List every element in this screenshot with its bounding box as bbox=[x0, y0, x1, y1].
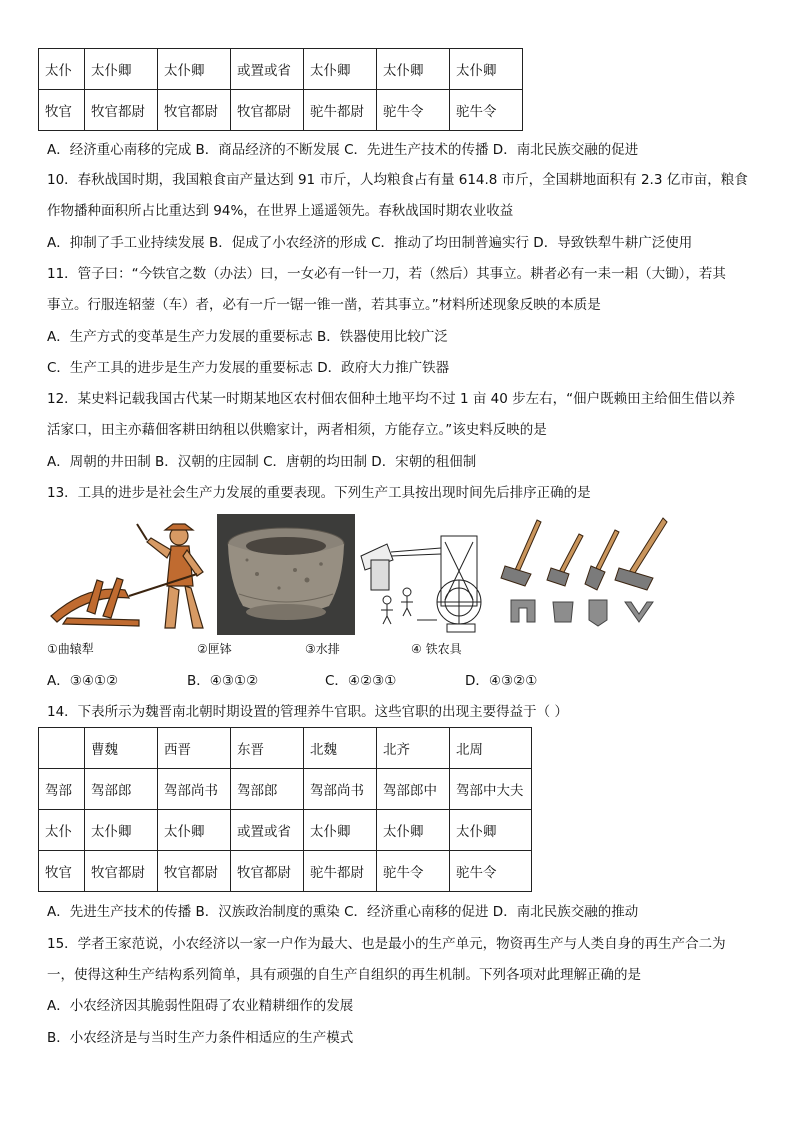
table-cell: 牧官 bbox=[39, 90, 85, 131]
table-header-cell: 北齐 bbox=[377, 728, 450, 769]
table-cell: 太仆 bbox=[39, 810, 85, 851]
table-cell: 太仆卿 bbox=[85, 49, 158, 90]
water-bellows-figure bbox=[357, 516, 487, 634]
table-cell: 或置或省 bbox=[231, 49, 304, 90]
table-cell: 驼牛令 bbox=[377, 90, 450, 131]
table-cell: 驾部尚书 bbox=[304, 769, 377, 810]
q13-figures bbox=[47, 512, 687, 637]
table-cell: 牧官都尉 bbox=[231, 90, 304, 131]
table-cell: 太仆卿 bbox=[85, 810, 158, 851]
table-cell: 牧官都尉 bbox=[158, 90, 231, 131]
q13-stem: 13．工具的进步是社会生产力发展的重要表现。下列生产工具按出现时间先后排序正确的是 bbox=[47, 485, 591, 501]
table-cell: 驼牛都尉 bbox=[304, 851, 377, 892]
table-row bbox=[39, 810, 532, 851]
table-cell: 太仆卿 bbox=[304, 49, 377, 90]
table-header-cell: 曹魏 bbox=[85, 728, 158, 769]
q13-option-d: D．④③②① bbox=[465, 673, 538, 689]
saggar-photo bbox=[217, 514, 355, 635]
q11-stem-line1: 11．管子曰：“今铁官之数（办法）曰，一女必有一针一刀，若（然后）其事立。耕者必有一耒一耜（大锄），若其 bbox=[47, 266, 726, 282]
officials-table-continued bbox=[38, 48, 523, 131]
table-header-cell: 东晋 bbox=[231, 728, 304, 769]
table-cell: 或置或省 bbox=[231, 810, 304, 851]
table-cell: 驾部郎 bbox=[85, 769, 158, 810]
table-cell: 驾部 bbox=[39, 769, 85, 810]
table-cell: 太仆卿 bbox=[450, 49, 523, 90]
caption-water-bellows: ③水排 bbox=[305, 642, 340, 656]
q10-stem-line2: 作物播种面积所占比重达到 94%，在世界上遥遥领先。春秋战国时期农业收益 bbox=[47, 203, 514, 219]
q15-option-a: A．小农经济因其脆弱性阻碍了农业精耕细作的发展 bbox=[47, 998, 354, 1014]
q13-captions bbox=[47, 640, 667, 658]
iron-tools-figure bbox=[497, 514, 672, 635]
table-header-cell bbox=[39, 728, 85, 769]
table-cell: 太仆卿 bbox=[450, 810, 532, 851]
q15-stem-line2: 一，使得这种生产结构系列简单，具有顽强的自生产自组织的再生机制。下列各项对此理解正确的是 bbox=[47, 967, 641, 983]
q10-stem-line1: 10．春秋战国时期，我国粮食亩产量达到 91 市斤，人均粮食占有量 614.8 市斤，全国耕地面积有 2.3 亿市亩，粮食 bbox=[47, 172, 748, 188]
table-cell: 牧官都尉 bbox=[85, 90, 158, 131]
table-header-cell: 北魏 bbox=[304, 728, 377, 769]
officials-table bbox=[38, 727, 532, 892]
q13-option-a: A．③④①② bbox=[47, 673, 119, 689]
q12-stem-line2: 活家口，田主亦藉佃客耕田纳租以供赡家计，两者相须，方能存立。”该史料反映的是 bbox=[47, 422, 547, 438]
table-cell: 驼牛都尉 bbox=[304, 90, 377, 131]
table-cell: 牧官都尉 bbox=[231, 851, 304, 892]
caption-iron-tools: ④ 铁农具 bbox=[411, 642, 462, 656]
q11-stem-line2: 事立。行服连轺蓥（车）者，必有一斤一锯一锥一凿，若其事立。”材料所述现象反映的本质是 bbox=[47, 297, 601, 313]
table-row bbox=[39, 851, 532, 892]
q11-options-cd: C．生产工具的进步是生产力发展的重要标志 D．政府大力推广铁器 bbox=[47, 360, 450, 376]
q11-options-ab: A．生产方式的变革是生产力发展的重要标志 B．铁器使用比较广泛 bbox=[47, 329, 448, 345]
table-cell: 太仆卿 bbox=[158, 49, 231, 90]
q15-option-b: B．小农经济是与当时生产力条件相适应的生产模式 bbox=[47, 1030, 354, 1046]
q13-option-c: C．④②③① bbox=[325, 673, 397, 689]
table-cell: 太仆卿 bbox=[377, 49, 450, 90]
q13-option-b: B．④③①② bbox=[187, 673, 259, 689]
table-cell: 驾部郎 bbox=[231, 769, 304, 810]
table-cell: 驾部郎中 bbox=[377, 769, 450, 810]
table-cell: 驼牛令 bbox=[450, 851, 532, 892]
table-cell: 太仆 bbox=[39, 49, 85, 90]
caption-saggar: ②匣钵 bbox=[197, 642, 232, 656]
table-row bbox=[39, 769, 532, 810]
q14-stem: 14．下表所示为魏晋南北朝时期设置的管理养牛官职。这些官职的出现主要得益于（ ） bbox=[47, 704, 568, 720]
table-cell: 牧官都尉 bbox=[158, 851, 231, 892]
curved-plow-figure bbox=[47, 516, 212, 634]
table-cell: 太仆卿 bbox=[158, 810, 231, 851]
table-header-cell: 北周 bbox=[450, 728, 532, 769]
q12-stem-line1: 12．某史料记载我国古代某一时期某地区农村佃农佃种土地平均不过 1 亩 40 步左右，“佃户既赖田主给佃生借以养 bbox=[47, 391, 736, 407]
table-header-cell: 西晋 bbox=[158, 728, 231, 769]
table-cell: 牧官都尉 bbox=[85, 851, 158, 892]
table-cell: 驼牛令 bbox=[450, 90, 523, 131]
q14-options: A．先进生产技术的传播 B．汉族政治制度的熏染 C．经济重心南移的促进 D．南北民族交融的推动 bbox=[47, 904, 639, 920]
q12-options: A．周朝的井田制 B．汉朝的庄园制 C．唐朝的均田制 D．宋朝的租佃制 bbox=[47, 454, 477, 470]
table-cell: 驾部中大夫 bbox=[450, 769, 532, 810]
table-row bbox=[39, 90, 523, 131]
table-cell: 太仆卿 bbox=[377, 810, 450, 851]
table-cell: 驼牛令 bbox=[377, 851, 450, 892]
table-cell: 太仆卿 bbox=[304, 810, 377, 851]
q9-options: A．经济重心南移的完成 B．商品经济的不断发展 C．先进生产技术的传播 D．南北民族交融的促进 bbox=[47, 142, 639, 158]
q10-options: A．抑制了手工业持续发展 B．促成了小农经济的形成 C．推动了均田制普遍实行 D．导致铁犁牛耕广泛使用 bbox=[47, 235, 693, 251]
q15-stem-line1: 15．学者王家范说，小农经济以一家一户作为最大、也是最小的生产单元，物资再生产与人类自身的再生产合二为 bbox=[47, 936, 726, 952]
table-header-row bbox=[39, 728, 532, 769]
table-cell: 牧官 bbox=[39, 851, 85, 892]
table-row bbox=[39, 49, 523, 90]
table-cell: 驾部尚书 bbox=[158, 769, 231, 810]
caption-curved-plow: ①曲辕犁 bbox=[47, 642, 94, 656]
